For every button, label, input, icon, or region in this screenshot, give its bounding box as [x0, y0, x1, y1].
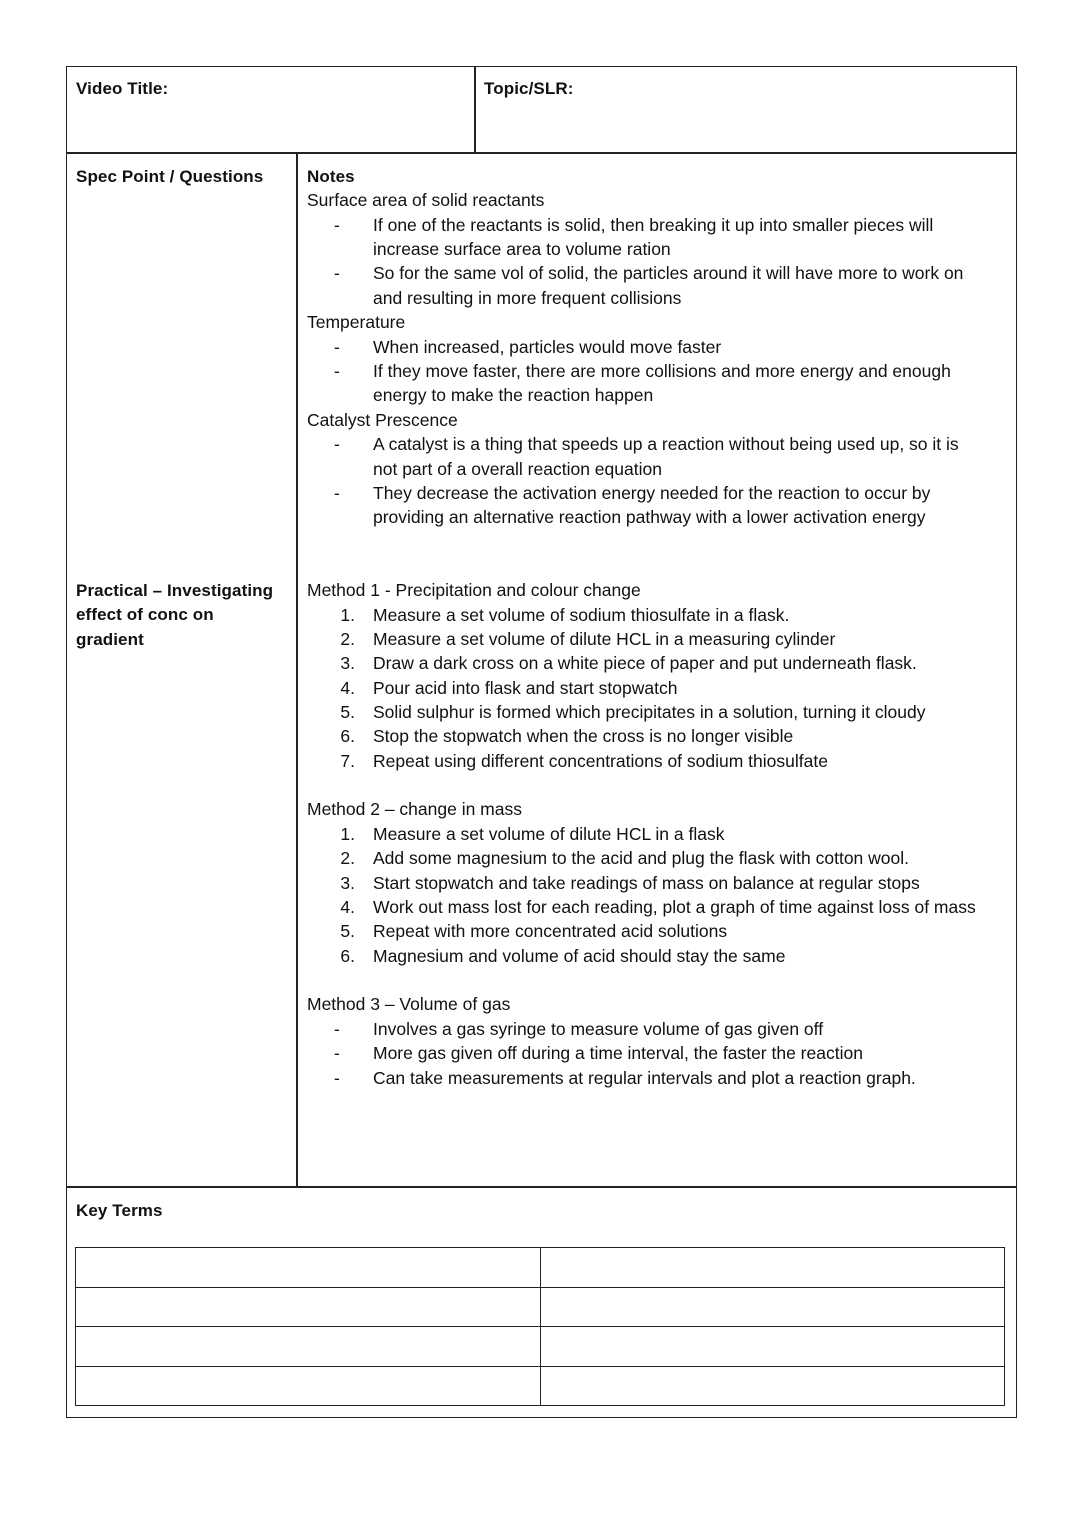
step-text: Magnesium and volume of acid should stay the same — [373, 946, 786, 966]
key-terms-label: Key Terms — [76, 1201, 163, 1220]
temperature-title: Temperature — [307, 312, 406, 332]
step-text: Repeat with more concentrated acid solutions — [373, 921, 728, 941]
bullet-dash: - — [334, 215, 340, 235]
step-number: 7. — [340, 751, 355, 771]
bullet-dash: - — [334, 483, 340, 503]
step-text: Measure a set volume of dilute HCL in a measuring cylinder — [373, 629, 836, 649]
key-terms-divider — [66, 1186, 1017, 1188]
bullet-text: When increased, particles would move faster — [373, 337, 722, 357]
notes-heading: Notes — [307, 167, 355, 186]
key-term-cell[interactable] — [76, 1248, 541, 1288]
step-number: 6. — [340, 946, 355, 966]
step-text: Pour acid into flask and start stopwatch — [373, 678, 678, 698]
key-term-cell[interactable] — [76, 1287, 541, 1327]
header-divider — [66, 152, 1017, 154]
step-number: 3. — [340, 653, 355, 673]
method-3-title: Method 3 – Volume of gas — [307, 994, 511, 1014]
step-number: 2. — [340, 629, 355, 649]
topic-label: Topic/SLR: — [484, 79, 574, 98]
method-1-title: Method 1 - Precipitation and colour change — [307, 580, 641, 600]
table-row — [76, 1248, 1005, 1288]
bullet-dash: - — [334, 1068, 340, 1088]
step-number: 4. — [340, 678, 355, 698]
step-text: Start stopwatch and take readings of mass on balance at regular stops — [373, 873, 920, 893]
step-text: Work out mass lost for each reading, plot a graph of time against loss of mass — [373, 897, 976, 917]
practical-label-line-3: gradient — [76, 630, 144, 649]
step-text: Measure a set volume of dilute HCL in a flask — [373, 824, 725, 844]
bullet-dash: - — [334, 1043, 340, 1063]
key-terms-table — [75, 1247, 1005, 1406]
step-number: 6. — [340, 726, 355, 746]
bullet-text: not part of a overall reaction equation — [373, 459, 662, 479]
bullet-text: and resulting in more frequent collisions — [373, 288, 682, 308]
step-number: 1. — [340, 824, 355, 844]
bullet-text: A catalyst is a thing that speeds up a reaction without being used up, so it is — [373, 434, 959, 454]
definition-cell[interactable] — [540, 1287, 1005, 1327]
definition-cell[interactable] — [540, 1366, 1005, 1406]
table-row — [76, 1327, 1005, 1367]
step-text: Repeat using different concentrations of sodium thiosulfate — [373, 751, 828, 771]
video-title-label: Video Title: — [76, 79, 169, 98]
bullet-dash: - — [334, 337, 340, 357]
bullet-dash: - — [334, 434, 340, 454]
step-text: Measure a set volume of sodium thiosulfate in a flask. — [373, 605, 790, 625]
step-number: 3. — [340, 873, 355, 893]
step-text: Stop the stopwatch when the cross is no longer visible — [373, 726, 794, 746]
step-number: 5. — [340, 921, 355, 941]
bullet-text: If they move faster, there are more collisions and more energy and enough — [373, 361, 951, 381]
method-2-title: Method 2 – change in mass — [307, 799, 522, 819]
bullet-dash: - — [334, 263, 340, 283]
catalyst-title: Catalyst Prescence — [307, 410, 458, 430]
practical-label-line-1: Practical – Investigating — [76, 581, 274, 600]
practical-label-line-2: effect of conc on — [76, 605, 214, 624]
step-number: 5. — [340, 702, 355, 722]
notes-column-divider — [296, 152, 298, 1187]
step-number: 1. — [340, 605, 355, 625]
key-term-cell[interactable] — [76, 1366, 541, 1406]
definition-cell[interactable] — [540, 1248, 1005, 1288]
key-term-cell[interactable] — [76, 1327, 541, 1367]
bullet-text: Involves a gas syringe to measure volume of gas given off — [373, 1019, 824, 1039]
step-number: 2. — [340, 848, 355, 868]
step-text: Solid sulphur is formed which precipitates in a solution, turning it cloudy — [373, 702, 926, 722]
bullet-text: providing an alternative reaction pathway with a lower activation energy — [373, 507, 926, 527]
table-row — [76, 1287, 1005, 1327]
spec-point-label: Spec Point / Questions — [76, 167, 264, 186]
bullet-text: They decrease the activation energy needed for the reaction to occur by — [373, 483, 931, 503]
bullet-dash: - — [334, 361, 340, 381]
bullet-dash: - — [334, 1019, 340, 1039]
header-column-divider — [474, 66, 476, 153]
step-text: Draw a dark cross on a white piece of paper and put underneath flask. — [373, 653, 917, 673]
bullet-text: energy to make the reaction happen — [373, 385, 654, 405]
definition-cell[interactable] — [540, 1327, 1005, 1367]
bullet-text: So for the same vol of solid, the particles around it will have more to work on — [373, 263, 964, 283]
step-number: 4. — [340, 897, 355, 917]
table-row — [76, 1366, 1005, 1406]
bullet-text: increase surface area to volume ration — [373, 239, 671, 259]
bullet-text: If one of the reactants is solid, then breaking it up into smaller pieces will — [373, 215, 934, 235]
surface-area-title: Surface area of solid reactants — [307, 190, 545, 210]
bullet-text: Can take measurements at regular intervals and plot a reaction graph. — [373, 1068, 916, 1088]
step-text: Add some magnesium to the acid and plug the flask with cotton wool. — [373, 848, 909, 868]
bullet-text: More gas given off during a time interval, the faster the reaction — [373, 1043, 863, 1063]
